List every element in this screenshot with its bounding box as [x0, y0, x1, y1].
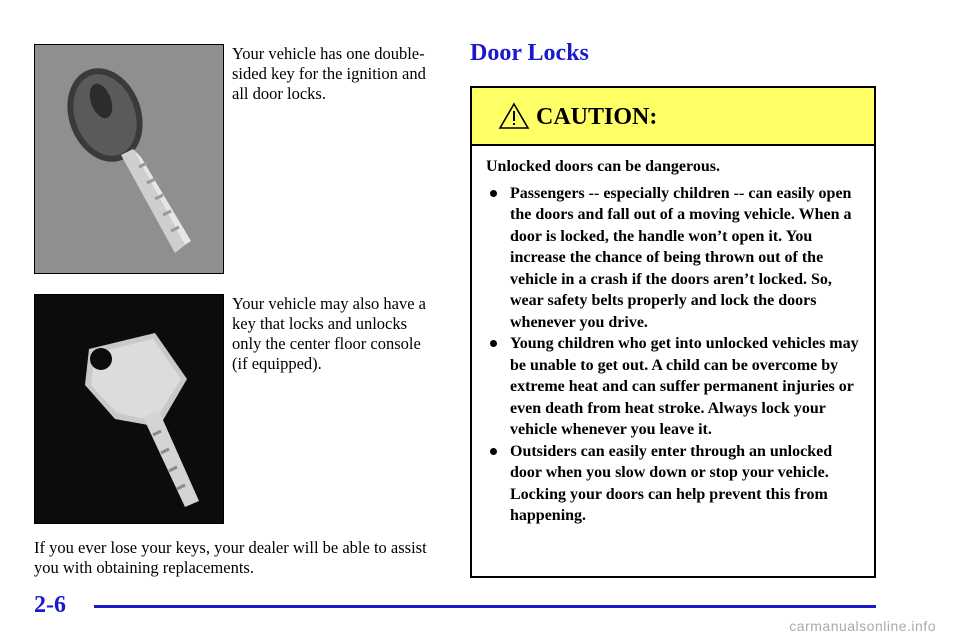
- lost-keys-paragraph: If you ever lose your keys, your dealer will be able to assist you with obtaining replacements.: [34, 538, 427, 577]
- caution-bullet-text: Young children who get into unlocked vehicles may be unable to get out. A child can be overcome by extreme heat and can suffer permanent injuries or even death from heat stroke. Always lock your vehicle whenever you leave it.: [510, 335, 859, 438]
- page-number: 2-6: [34, 592, 66, 618]
- caution-bullet: [486, 333, 860, 441]
- caution-bullet: [486, 441, 860, 527]
- bullet-dot-icon: [490, 340, 497, 347]
- footer-divider: [94, 605, 876, 608]
- ignition-key-image: [35, 45, 223, 273]
- ignition-key-photo: [34, 44, 224, 274]
- bullet-dot-icon: [490, 190, 497, 197]
- caution-title: CAUTION:: [536, 104, 658, 130]
- warning-triangle-icon: [498, 102, 530, 130]
- console-key-caption: Your vehicle may also have a key that locks and unlocks only the center floor console (if equipped).: [232, 294, 426, 373]
- console-key-image: [35, 295, 223, 523]
- caution-header: [472, 88, 874, 146]
- section-heading: Door Locks: [470, 40, 589, 66]
- bullet-dot-icon: [490, 448, 497, 455]
- caution-bullet-list: [486, 183, 860, 527]
- watermark-text: carmanualsonline.info: [789, 618, 936, 634]
- caution-bullet: [486, 183, 860, 334]
- caution-body: [472, 146, 874, 527]
- caution-bullet-text: Passengers -- especially children -- can easily open the doors and fall out of a moving vehicle. When a door is locked, the handle won’t open it. You increase the chance of being thrown out of the vehicle in a crash if the doors aren’t locked. So, wear safety belts properly and lock the doors whenever you drive.: [510, 184, 852, 331]
- console-key-photo: [34, 294, 224, 524]
- ignition-key-caption: Your vehicle has one double-sided key for the ignition and all door locks.: [232, 44, 426, 103]
- caution-box: [470, 86, 876, 578]
- caution-bullet-text: Outsiders can easily enter through an unlocked door when you slow down or stop your vehicle. Locking your doors can help prevent this from happening.: [510, 442, 833, 524]
- caution-intro: Unlocked doors can be dangerous.: [486, 158, 720, 175]
